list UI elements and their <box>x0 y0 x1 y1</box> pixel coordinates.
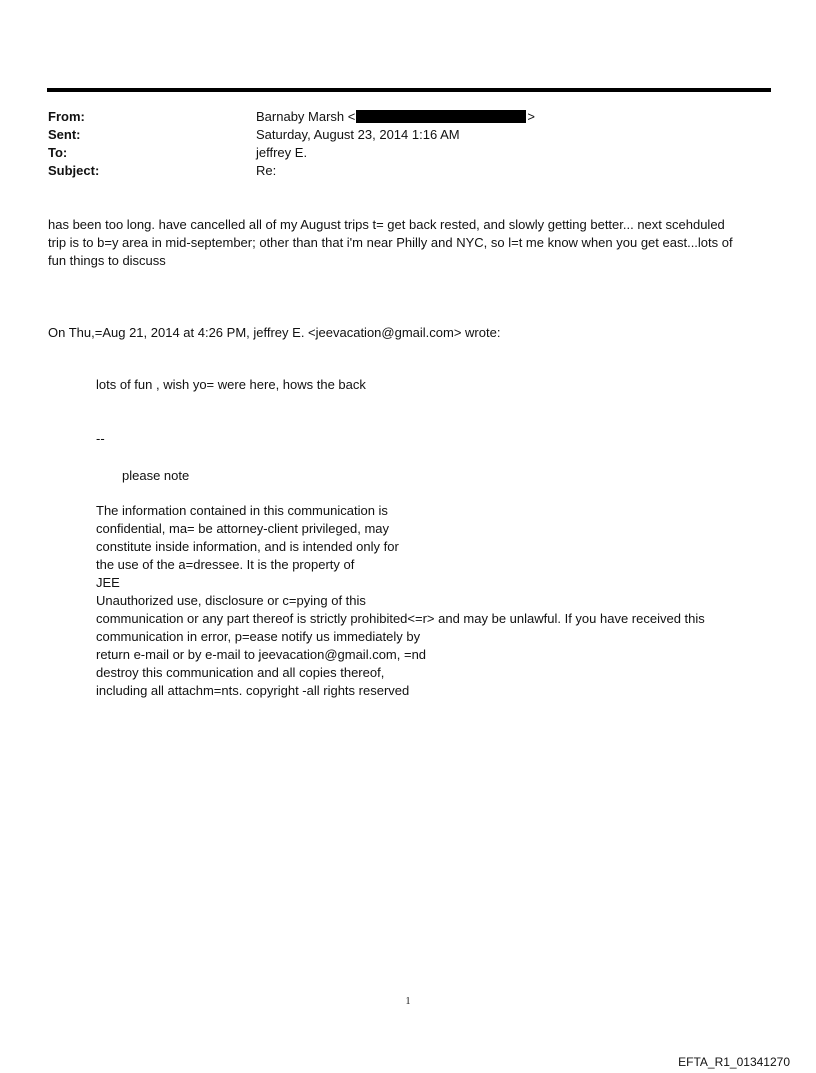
disclaimer-line: communication in error, p=ease notify us immediately by <box>96 629 421 644</box>
from-value <box>256 108 535 126</box>
disclaimer-line: the use of the a=dressee. It is the property of <box>96 557 355 572</box>
email-body <box>48 216 772 270</box>
disclaimer-line: communication or any part thereof is strictly prohibited<=r> and may be unlawful. If you have received this <box>96 611 705 626</box>
please-note: please note <box>122 468 190 483</box>
sent-value: Saturday, August 23, 2014 1:16 AM <box>256 127 460 142</box>
disclaimer-line: JEE <box>96 575 120 590</box>
from-name: Barnaby Marsh < <box>256 109 356 124</box>
quote-attribution: On Thu,=Aug 21, 2014 at 4:26 PM, jeffrey E. <jeevacation@gmail.com> wrote: <box>48 325 501 340</box>
from-label: From: <box>48 109 85 124</box>
signature-separator: -- <box>96 431 105 446</box>
to-row <box>48 144 535 162</box>
disclaimer-line: Unauthorized use, disclosure or c=pying of this <box>96 593 366 608</box>
body-line: trip is to b=y area in mid-september; other than that i'm near Philly and NYC, so l=t me know when you get east...lots of <box>48 235 733 250</box>
disclaimer-line: The information contained in this communication is <box>96 503 388 518</box>
disclaimer-line: return e-mail or by e-mail to jeevacation@gmail.com, =nd <box>96 647 427 662</box>
from-row <box>48 108 535 126</box>
redaction-bar <box>356 110 526 123</box>
disclaimer-line: including all attachm=nts. copyright -all rights reserved <box>96 683 410 698</box>
disclaimer-block <box>96 502 705 700</box>
sent-label: Sent: <box>48 127 81 142</box>
subject-row <box>48 162 535 180</box>
subject-label: Subject: <box>48 163 100 178</box>
email-header <box>48 108 535 180</box>
quoted-message: lots of fun , wish yo= were here, hows the back <box>96 377 366 392</box>
to-value: jeffrey E. <box>256 145 308 160</box>
document-id: EFTA_R1_01341270 <box>678 1055 790 1069</box>
disclaimer-line: destroy this communication and all copies thereof, <box>96 665 385 680</box>
header-divider <box>47 88 771 92</box>
sent-row <box>48 126 535 144</box>
from-close: > <box>527 109 535 124</box>
body-line: fun things to discuss <box>48 253 166 268</box>
to-label: To: <box>48 145 68 160</box>
page-number: 1 <box>405 996 411 1007</box>
body-line: has been too long. have cancelled all of my August trips t= get back rested, and slowly getting better... next scehduled <box>48 217 725 232</box>
subject-value: Re: <box>256 163 277 178</box>
disclaimer-line: confidential, ma= be attorney-client privileged, may <box>96 521 390 536</box>
disclaimer-line: constitute inside information, and is intended only for <box>96 539 399 554</box>
